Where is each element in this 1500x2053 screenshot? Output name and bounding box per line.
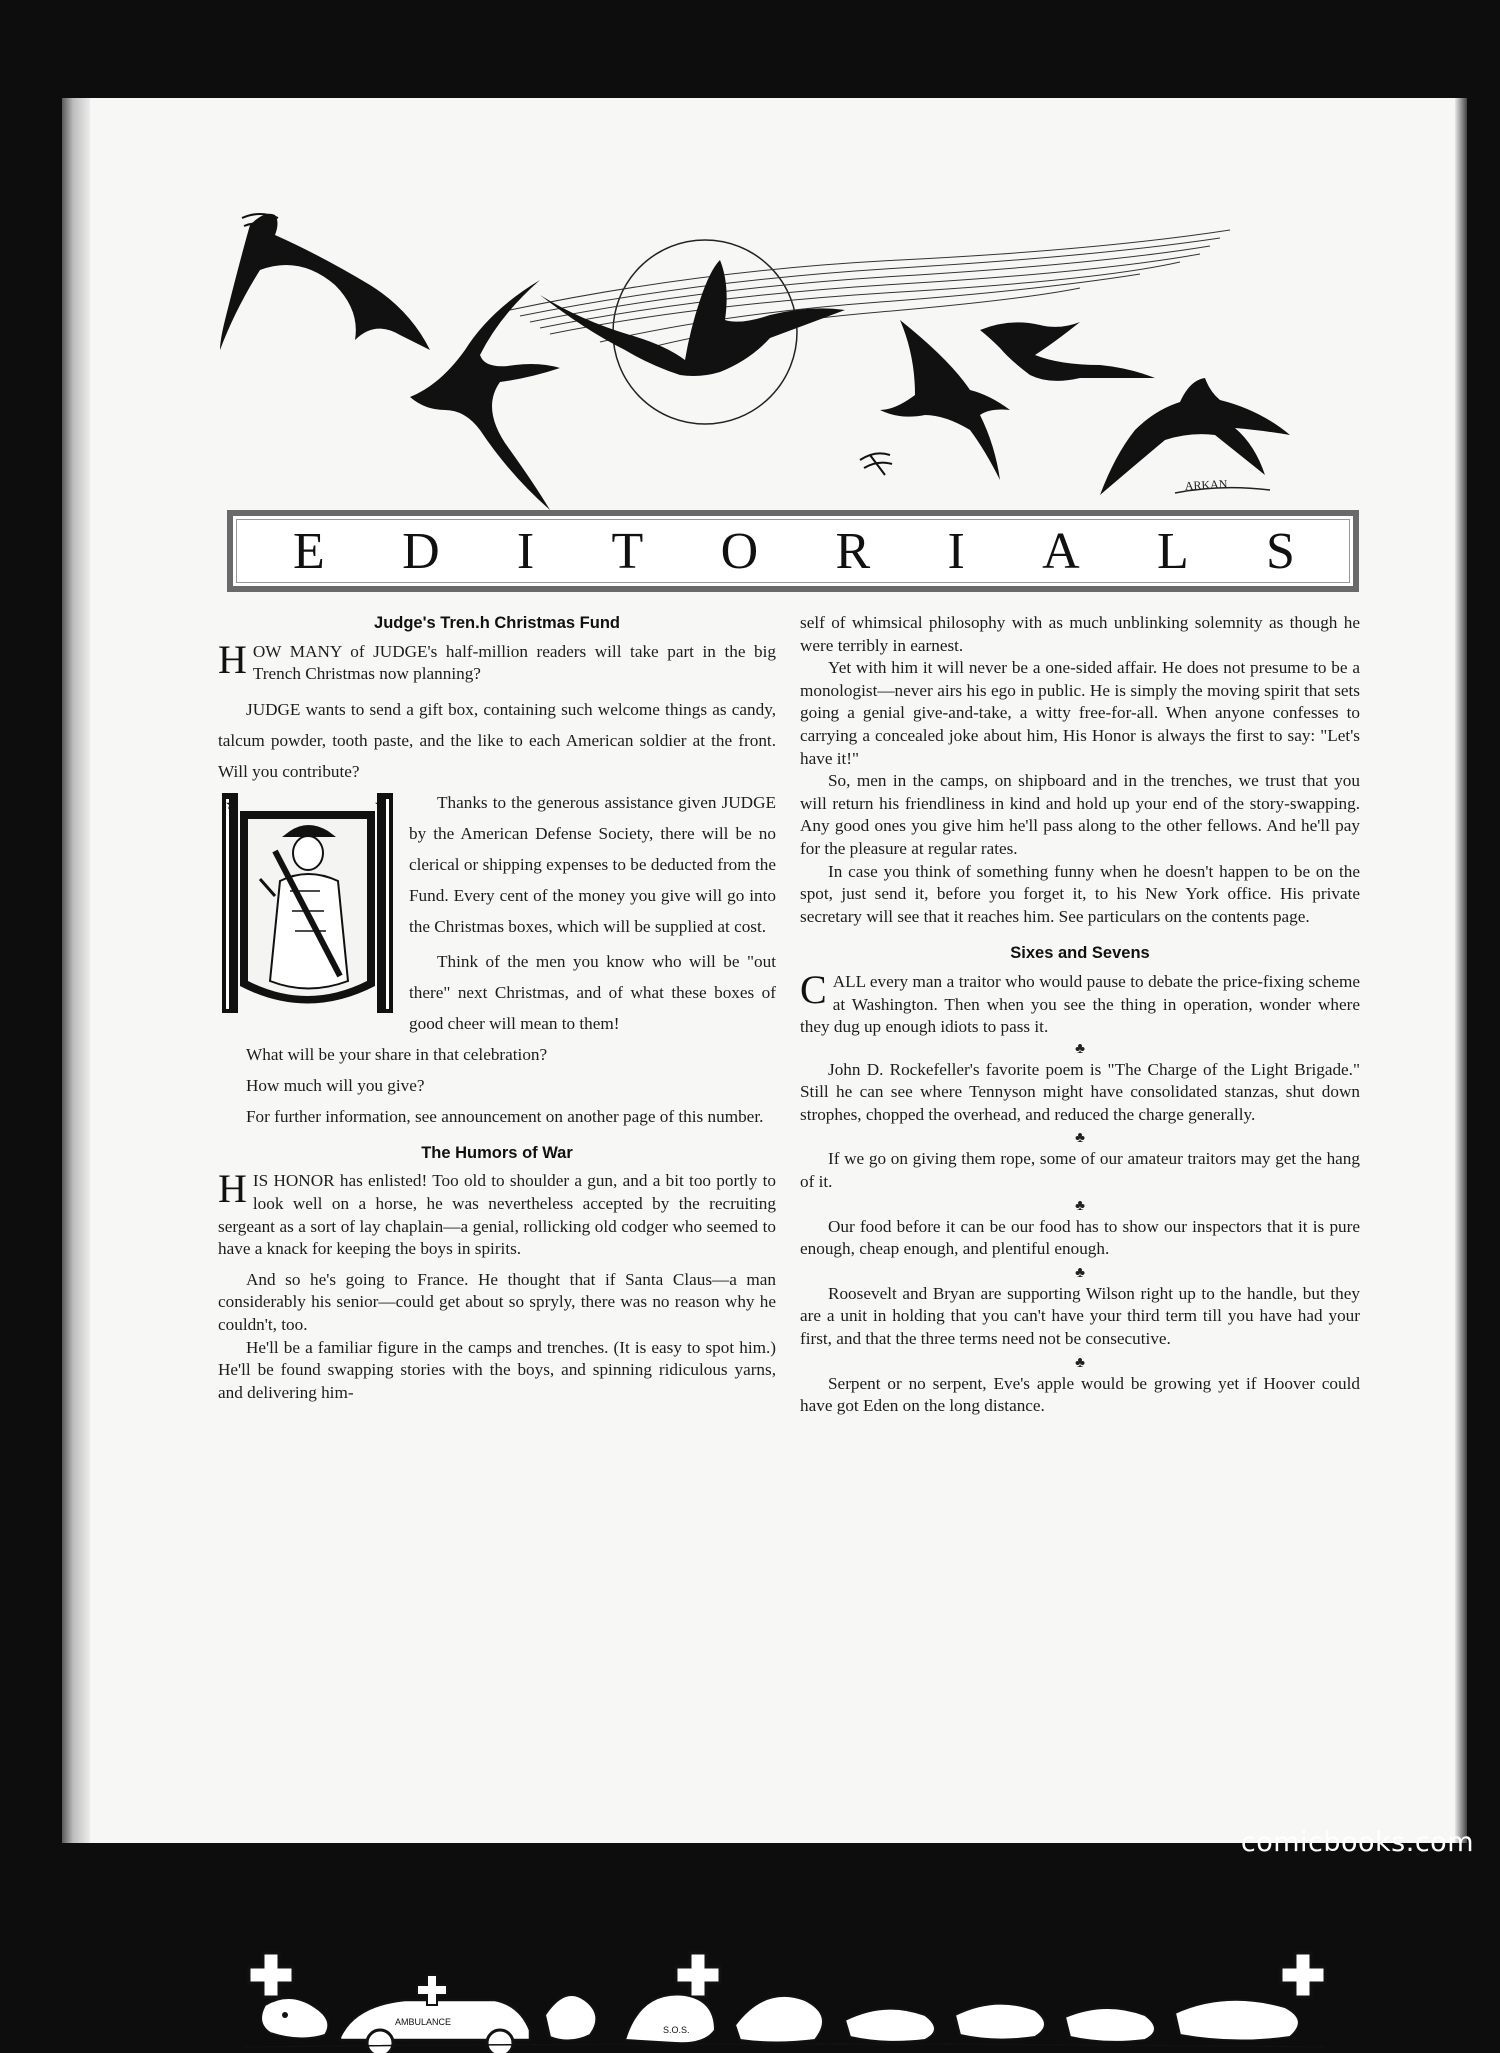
swallow-2 [410, 280, 560, 510]
sixes-paragraph-1 [800, 966, 1360, 1039]
war-paragraph-3-continued: self of whimsical philosophy with as much unblinking solemnity as though he were terribly in earnest. [800, 613, 1360, 655]
drop-cap: C [800, 966, 827, 1012]
club-separator: ♣ [1075, 1264, 1085, 1281]
watermark: comicbooks.com [1240, 1827, 1474, 1858]
title-letter: L [1156, 522, 1189, 580]
title-letter: O [720, 522, 759, 580]
title-letter: E [293, 522, 325, 580]
left-column [218, 612, 776, 1404]
title-letter: D [402, 522, 440, 580]
swallow-5 [980, 322, 1155, 381]
fund-paragraph-6: How much will you give? [246, 1075, 425, 1095]
club-separator: ♣ [1075, 1040, 1085, 1057]
title-letter: I [516, 522, 535, 580]
right-column [800, 612, 1360, 1422]
editorials-title [233, 522, 1353, 581]
red-cross-dogs-border [245, 1945, 1325, 2053]
dragonfly-2 [860, 453, 892, 475]
title-letter: S [1266, 522, 1295, 580]
sos-label: S.O.S. [663, 2025, 690, 2035]
fund-paragraph-1 [218, 636, 776, 686]
page-binding-edge [62, 98, 90, 1843]
fund-paragraph-4: Think of the men you know who will be "out there" next Christmas, and of what these boxes of good cheer will mean to them! [409, 951, 776, 1033]
war-paragraph-3: He'll be a familiar figure in the camps and trenches. (It is easy to spot him.) He'll be found swapping stories with the boys, and spinning ridiculous yarns, and delivering him- [218, 1337, 776, 1402]
sixes-paragraph-6: Serpent or no serpent, Eve's apple would be growing yet if Hoover could have got Eden on the long distance. [800, 1373, 1360, 1416]
war-paragraph-1-text: IS HONOR has enlisted! Too old to shoulder a gun, and a bit too portly to look well on a horse, he was nevertheless accepted by the recruiting sergeant as a sort of lay chaplain—a genial, rollicking old codger who seemed to have a knack for keeping the boys in spirits. [218, 1171, 776, 1259]
club-separator: ♣ [1075, 1354, 1085, 1371]
swallow-3 [540, 260, 845, 376]
sixes-paragraph-2: John D. Rockefeller's favorite poem is "The Charge of the Light Brigade." Still he can see where Tennyson might have consolidated stanzas, shut down strophes, chopped the overhead, and reduced the charge generally. [800, 1059, 1360, 1124]
soldier-emblem [220, 791, 395, 1016]
swallow-1 [220, 214, 430, 350]
humors-of-war-headline: The Humors of War [421, 1143, 573, 1162]
title-letter: R [835, 522, 871, 580]
war-paragraph-1 [218, 1166, 776, 1260]
title-letter: T [611, 522, 644, 580]
war-paragraph-4: Yet with him it will never be a one-sided affair. He does not presume to be a monologist—never airs his ego in public. He is simply the moving spirit that sets going a genial give-and-take, a witty free-for-all. When anyone confesses to carrying a concealed joke about him, His Honor is always the first to say: "Let's have it!" [800, 658, 1360, 768]
sixes-paragraph-1-text: ALL every man a traitor who would pause to debate the price-fixing scheme at Washington. Then when you see the thing in operation, wonder where they dug up enough idiots to pass it. [800, 971, 1360, 1037]
ambulance-label: AMBULANCE [395, 2017, 452, 2027]
svg-text:★: ★ [225, 796, 238, 813]
club-separator: ♣ [1075, 1197, 1085, 1214]
ambulance-wheel [367, 2030, 393, 2053]
title-letter: I [947, 522, 965, 580]
fund-paragraph-3: Thanks to the generous assistance given JUDGE by the American Defense Society, there will be no clerical or shipping expenses to be deducted from the Fund. Every cent of the money you give will go into the Christmas boxes, which will be supplied at cost. [409, 792, 776, 936]
fund-paragraph-1-text: OW MANY of JUDGE's half-million readers will take part in the big Trench Christmas now planning? [252, 641, 776, 684]
title-letter: A [1042, 522, 1080, 580]
swallows-illustration [180, 110, 1340, 500]
red-cross-icon [676, 1953, 720, 1997]
ambulance-wheel [487, 2030, 513, 2053]
war-paragraph-5: So, men in the camps, on shipboard and in the trenches, we trust that you will return his friendliness in kind and hold up your end of the story-swapping. Any good ones you give him he'll pass along to the other fellows. And he'll pay for the pleasure at regular rates. [800, 771, 1360, 858]
red-cross-icon [1281, 1953, 1325, 1997]
war-paragraph-2: And so he's going to France. He thought that if Santa Claus—a man considerably his senior—could get about so spryly, there was no reason why he couldn't, too. [218, 1269, 776, 1334]
drop-cap: H [218, 636, 247, 682]
svg-text:★: ★ [374, 796, 387, 813]
red-cross-icon [249, 1953, 293, 1997]
sixes-paragraph-4: Our food before it can be our food has to show our inspectors that it is pure enough, cheap enough, and plentiful enough. [800, 1216, 1360, 1259]
swallow-6 [1100, 378, 1290, 495]
club-separator: ♣ [1075, 1130, 1085, 1147]
sixes-and-sevens-headline: Sixes and Sevens [1010, 944, 1150, 963]
artist-signature: ARKAN [1184, 476, 1228, 493]
fund-headline: Judge's Tren.h Christmas Fund [374, 614, 620, 632]
fund-paragraph-5: What will be your share in that celebration? [246, 1044, 548, 1064]
swallow-4 [880, 320, 1010, 480]
sixes-paragraph-5: Roosevelt and Bryan are supporting Wilson right up to the handle, but they are a unit in holding that you can't have your third term till you have had your first, and that the three terms need not be consecutive. [800, 1283, 1360, 1349]
editorials-title-box [227, 510, 1359, 592]
drop-cap: H [218, 1166, 247, 1212]
sixes-paragraph-3: If we go on giving them rope, some of our amateur traitors may get the hang of it. [800, 1149, 1360, 1192]
war-paragraph-6: In case you think of something funny when he doesn't happen to be on the spot, just send it, before you forget it, to his New York office. His private secretary will see that it reaches him. See particulars on the contents page. [800, 861, 1360, 926]
page-right-edge [1455, 98, 1467, 1843]
fund-paragraph-2: JUDGE wants to send a gift box, containing such welcome things as candy, talcum powder, tooth paste, and the like to each American soldier at the front. Will you contribute? [218, 699, 776, 781]
fund-paragraph-7: For further information, see announcement on another page of this number. [246, 1106, 764, 1126]
